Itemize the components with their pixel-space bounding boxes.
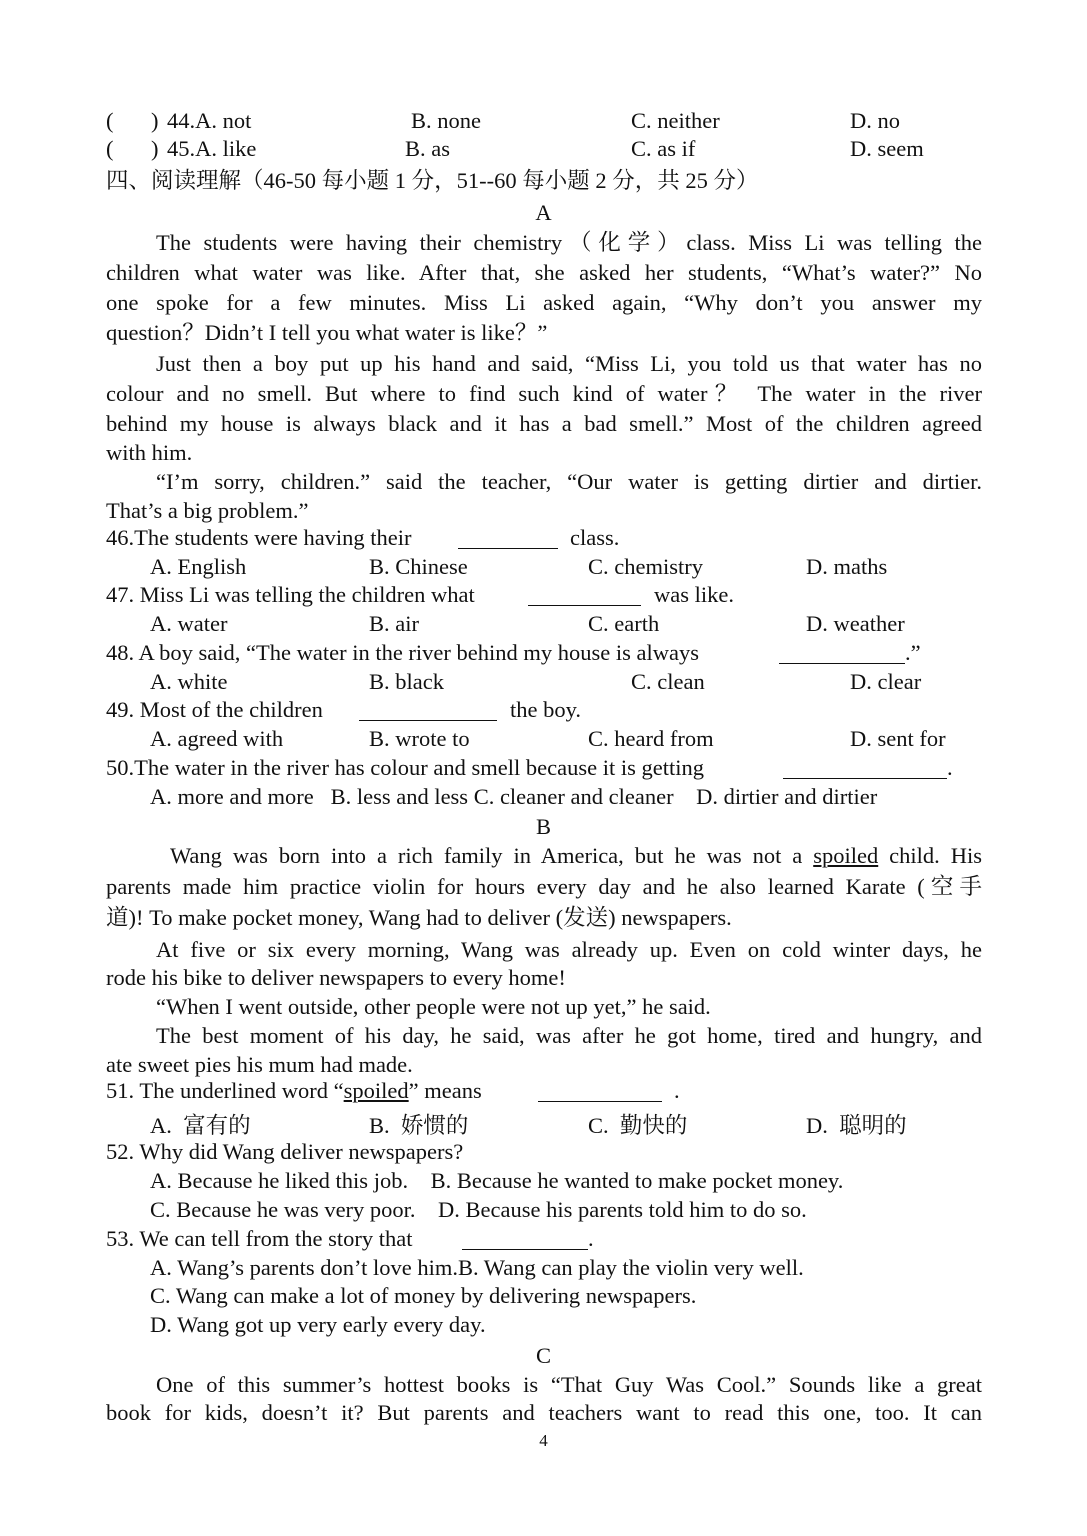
passage-line: book for kids, doesn’t it? But parents and teachers want to read this one, too. It can (106, 1400, 982, 1425)
options-ab: A. Wang’s parents don’t love him.B. Wang can play the violin very well. (150, 1255, 804, 1280)
option-a: 44.A. not (167, 108, 252, 133)
option-b: B. as (405, 136, 450, 161)
option-d: D. Wang got up very early every day. (150, 1312, 486, 1337)
answer-blank (462, 1227, 588, 1250)
option-c: C. chemistry (588, 554, 703, 579)
option-c: C. neither (631, 108, 720, 133)
option-b: B. wrote to (369, 726, 470, 751)
underlined-word: spoiled (813, 843, 879, 868)
passage-line: Just then a boy put up his hand and said, “Miss Li, you told us that water has no (156, 351, 982, 376)
passage-line: question？Didn’t I tell you what water is like？” (106, 320, 548, 345)
option-a: A. English (150, 554, 247, 579)
option-d: D. weather (806, 611, 905, 636)
passage-line: “I’m sorry, children.” said the teacher, “Our water is getting dirtier and dirtier. (156, 469, 982, 494)
passage-line: 道)! To make pocket money, Wang had to deliver (发送) newspapers. (106, 905, 732, 930)
passage-line: colour and no smell. But where to find such kind of water？ The water in the river (106, 381, 982, 406)
option-c: C. Wang can make a lot of money by delivering newspapers. (150, 1283, 697, 1308)
options: A. more and more B. less and less C. cleaner and cleaner D. dirtier and dirtier (150, 784, 878, 809)
passage-line: One of this summer’s hottest books is “That Guy Was Cool.” Sounds like a great (156, 1372, 982, 1397)
option-a: 45.A. like (167, 136, 257, 161)
question-stem: 52. Why did Wang deliver newspapers? (106, 1139, 464, 1164)
passage-c-label: C (535, 1343, 551, 1368)
question-stem-end: the boy. (510, 697, 582, 722)
option-c: C. 勤快的 (588, 1113, 688, 1138)
answer-blank (538, 1079, 662, 1102)
option-a: A. agreed with (150, 726, 284, 751)
question-stem: 46.The students were having their (106, 525, 412, 550)
passage-b-label: B (535, 814, 551, 839)
passage-line: At five or six every morning, Wang was already up. Even on cold winter days, he (156, 937, 982, 962)
question-stem: 49. Most of the children (106, 697, 323, 722)
question-stem (106, 1078, 482, 1104)
answer-blank (359, 698, 497, 721)
option-c: C. as if (631, 136, 696, 161)
underlined-word: spoiled (343, 1078, 409, 1103)
option-b: B. black (369, 669, 444, 694)
section-title: 四、阅读理解（46-50 每小题 1 分，51--60 每小题 2 分，共 25 分） (106, 168, 759, 193)
option-d: D. clear (850, 669, 922, 694)
option-a: A. 富有的 (150, 1113, 251, 1138)
answer-blank (528, 583, 641, 606)
options-cd: C. Because he was very poor. D. Because his parents told him to do so. (150, 1197, 807, 1222)
passage-line: ate sweet pies his mum had made. (106, 1052, 413, 1077)
passage-line: with him. (106, 440, 193, 465)
option-a: A. white (150, 669, 228, 694)
passage-line: That’s a big problem.” (106, 498, 309, 523)
option-b: B. 娇惯的 (369, 1113, 469, 1138)
answer-blank (779, 641, 905, 664)
question-stem: 53. We can tell from the story that (106, 1226, 413, 1251)
question-stem-end: .” (905, 640, 921, 665)
answer-paren-close: ) (151, 108, 159, 133)
passage-line: parents made him practice violin for hours every day and he also learned Karate (空手 (106, 874, 982, 899)
option-b: B. Chinese (369, 554, 468, 579)
passage-line: children what water was like. After that, she asked her students, “What’s water?” No (106, 260, 982, 285)
option-b: B. air (369, 611, 419, 636)
question-stem: 48. A boy said, “The water in the river behind my house is always (106, 640, 699, 665)
passage-line: “When I went outside, other people were not up yet,” he said. (156, 994, 711, 1019)
option-c: C. earth (588, 611, 660, 636)
stem-text: ” means (408, 1078, 482, 1103)
answer-paren-close: ) (151, 136, 159, 161)
question-stem-end: . (947, 755, 953, 780)
option-a: A. water (150, 611, 228, 636)
stem-text: 51. The underlined word “ (106, 1078, 344, 1103)
options-ab: A. Because he liked this job. B. Because he wanted to make pocket money. (150, 1168, 844, 1193)
answer-blank (783, 756, 947, 779)
passage-line: rode his bike to deliver newspapers to every home! (106, 965, 566, 990)
passage-line: The best moment of his day, he said, was after he got home, tired and hungry, and (156, 1023, 982, 1048)
answer-blank (458, 526, 558, 549)
option-b: B. none (411, 108, 481, 133)
question-stem-end: . (588, 1226, 594, 1251)
option-d: D. seem (850, 136, 924, 161)
answer-paren-open: ( (106, 136, 114, 161)
option-d: D. sent for (850, 726, 946, 751)
option-d: D. 聪明的 (806, 1113, 907, 1138)
passage-line: one spoke for a few minutes. Miss Li asked again, “Why don’t you answer my (106, 290, 982, 315)
question-stem: 47. Miss Li was telling the children what (106, 582, 475, 607)
passage-line (170, 841, 982, 870)
question-stem: 50.The water in the river has colour and smell because it is getting (106, 755, 704, 780)
option-c: C. heard from (588, 726, 714, 751)
option-d: D. no (850, 108, 900, 133)
option-c: C. clean (631, 669, 705, 694)
option-d: D. maths (806, 554, 888, 579)
passage-text: child. His (878, 843, 982, 868)
passage-line: behind my house is always black and it has a bad smell.” Most of the children agreed (106, 411, 982, 436)
passage-text: Wang was born into a rich family in America, but he was not a (170, 843, 814, 868)
answer-paren-open: ( (106, 108, 114, 133)
question-stem-end: . (674, 1078, 680, 1103)
passage-line: The students were having their chemistry（化学）class. Miss Li was telling the (156, 230, 982, 255)
question-stem-end: was like. (654, 582, 734, 607)
passage-a-label: A (535, 200, 552, 225)
question-stem-end: class. (570, 525, 620, 550)
page-number: 4 (539, 1431, 548, 1450)
